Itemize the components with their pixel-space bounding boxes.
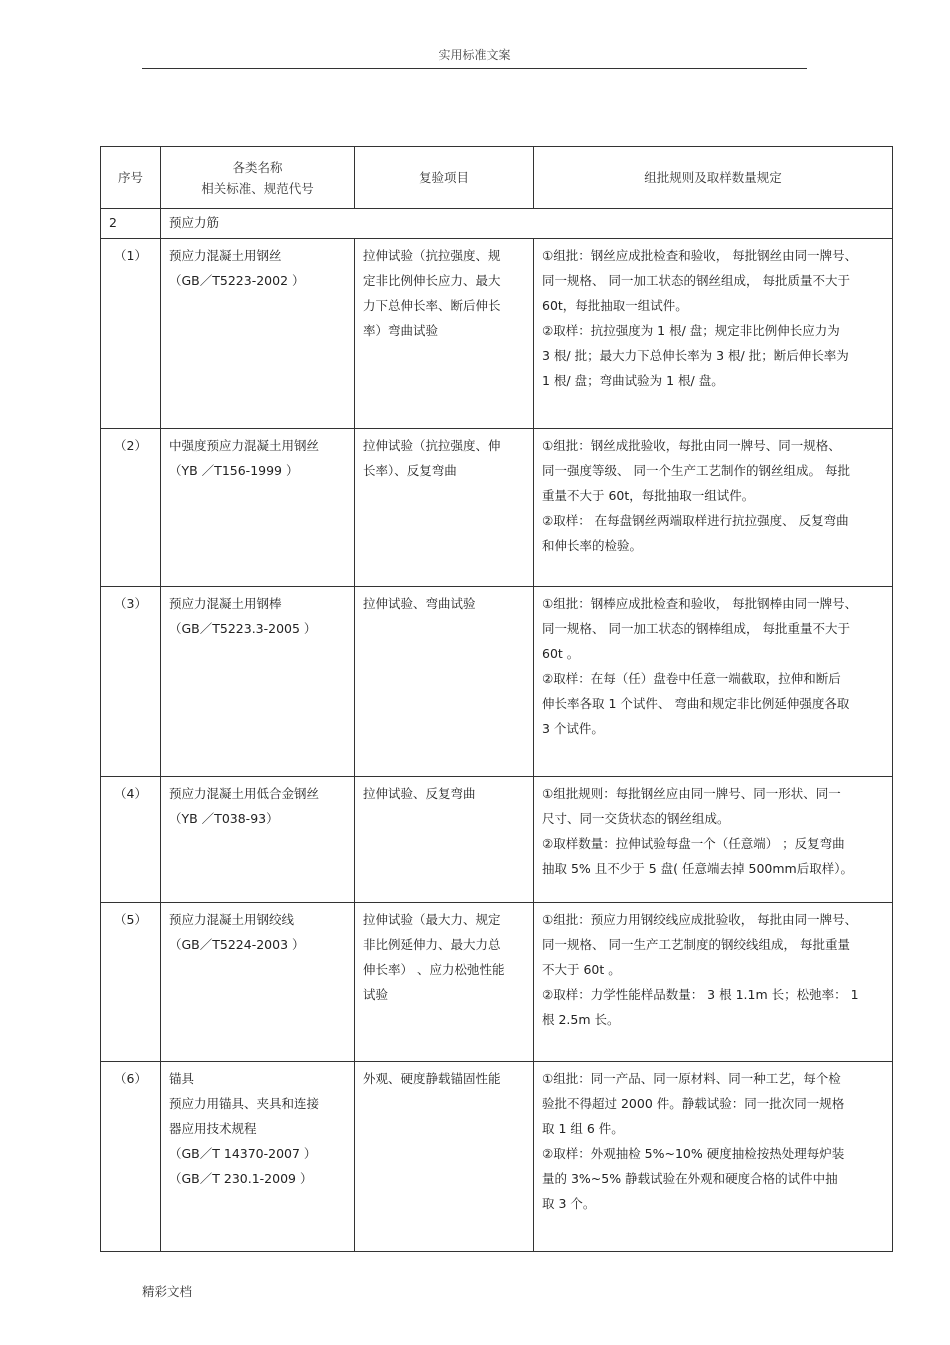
row-items-line: 外观、硬度静载锚固性能 <box>363 1071 501 1086</box>
row-name-line: 预应力用锚具、夹具和连接 <box>169 1096 320 1111</box>
row-rules-line: 根 2.5m 长。 <box>542 1012 620 1027</box>
row-items-line: 拉伸试验、弯曲试验 <box>363 596 476 611</box>
row-items <box>355 587 534 777</box>
row-rules-line: 不大于 60t 。 <box>542 962 621 977</box>
row-name-line: 预应力混凝土用钢丝 <box>169 248 282 263</box>
row-name-line: 预应力混凝土用低合金钢丝 <box>169 786 320 801</box>
table-row <box>101 429 893 587</box>
row-name-line: （GB／T 14370-2007 ） <box>169 1146 317 1161</box>
row-rules <box>534 1062 893 1252</box>
row-items-line: 拉伸试验、反复弯曲 <box>363 786 476 801</box>
row-items <box>355 1062 534 1252</box>
row-name-line: （GB／T5223.3-2005 ） <box>169 621 317 636</box>
inspection-table <box>100 146 893 1252</box>
table-row <box>101 777 893 903</box>
row-no: （6） <box>101 1062 161 1252</box>
row-name-line: 预应力混凝土用钢绞线 <box>169 912 295 927</box>
row-name-line: 锚具 <box>169 1071 195 1086</box>
row-rules-line: ②取样：抗拉强度为 1 根/ 盘；规定非比例伸长应力为 <box>542 323 840 338</box>
col-header-items: 复验项目 <box>355 147 534 209</box>
row-rules <box>534 239 893 429</box>
col-header-name-line1: 各类名称 <box>232 159 283 175</box>
row-rules-line: ②取样数量：拉伸试验每盘一个（任意端） ；反复弯曲 <box>542 836 845 851</box>
row-rules-line: ①组批：钢丝成批验收，每批由同一牌号、同一规格、 <box>542 438 841 453</box>
page-footer: 精彩文档 <box>142 1284 193 1299</box>
row-rules-line: 量的 3%~5% 静载试验在外观和硬度合格的试件中抽 <box>542 1171 838 1186</box>
row-rules-line: ①组批：钢棒应成批检查和验收， 每批钢棒由同一牌号、 <box>542 596 858 611</box>
row-rules <box>534 429 893 587</box>
row-name <box>161 429 355 587</box>
row-name-line: （GB／T5223-2002 ） <box>169 273 305 288</box>
row-items-line: 拉伸试验（抗拉强度、伸 <box>363 438 501 453</box>
row-rules <box>534 903 893 1062</box>
row-rules-line: ①组批：预应力用钢绞线应成批验收， 每批由同一牌号、 <box>542 912 858 927</box>
table-header-row <box>101 147 893 209</box>
row-rules-line: 1 根/ 盘；弯曲试验为 1 根/ 盘。 <box>542 373 724 388</box>
row-rules-line: 重量不大于 60t，每批抽取一组试件。 <box>542 488 755 503</box>
row-name <box>161 239 355 429</box>
row-rules-line: 同一规格、 同一生产工艺制度的钢绞线组成， 每批重量 <box>542 937 850 952</box>
section-row <box>101 209 893 239</box>
row-rules-line: ①组批：同一产品、同一原材料、同一种工艺，每个检 <box>542 1071 841 1086</box>
col-header-name <box>161 147 355 209</box>
row-rules-line: 尺寸、同一交货状态的钢丝组成。 <box>542 811 730 826</box>
row-items <box>355 777 534 903</box>
col-header-no: 序号 <box>101 147 161 209</box>
row-rules-line: 抽取 5% 且不少于 5 盘( 任意端去掉 500mm后取样）。 <box>542 861 853 876</box>
row-rules-line: ②取样：力学性能样品数量： 3 根 1.1m 长；松弛率： 1 <box>542 987 859 1002</box>
col-header-name-line2: 相关标准、规范代号 <box>201 180 314 196</box>
section-no: 2 <box>101 209 161 239</box>
row-items-line: 拉伸试验（最大力、规定 <box>363 912 501 927</box>
row-name-line: （GB／T5224-2003 ） <box>169 937 305 952</box>
row-no: （3） <box>101 587 161 777</box>
row-rules-line: 3 个试件。 <box>542 721 604 736</box>
row-name <box>161 1062 355 1252</box>
row-items-line: 力下总伸长率、断后伸长 <box>363 298 501 313</box>
row-items-line: 拉伸试验（抗拉强度、规 <box>363 248 501 263</box>
header-rule <box>142 68 807 69</box>
row-rules <box>534 777 893 903</box>
row-name-line: （YB ／T156-1999 ） <box>169 463 299 478</box>
row-rules-line: ①组批规则：每批钢丝应由同一牌号、同一形状、同一 <box>542 786 841 801</box>
row-no: （2） <box>101 429 161 587</box>
row-no: （4） <box>101 777 161 903</box>
row-items-line: 定非比例伸长应力、最大 <box>363 273 501 288</box>
row-rules-line: ②取样：在每（任）盘卷中任意一端截取，拉伸和断后 <box>542 671 841 686</box>
row-items <box>355 239 534 429</box>
row-no: （5） <box>101 903 161 1062</box>
row-rules-line: 同一规格、 同一加工状态的钢棒组成， 每批重量不大于 <box>542 621 850 636</box>
row-rules-line: 60t 。 <box>542 646 580 661</box>
row-rules-line: 伸长率各取 1 个试件、 弯曲和规定非比例延伸强度各取 <box>542 696 850 711</box>
col-header-rules: 组批规则及取样数量规定 <box>534 147 893 209</box>
row-name <box>161 903 355 1062</box>
row-rules-line: 同一规格、 同一加工状态的钢丝组成， 每批质量不大于 <box>542 273 850 288</box>
row-no: （1） <box>101 239 161 429</box>
row-items-line: 试验 <box>363 987 389 1002</box>
row-items-line: 率）弯曲试验 <box>363 323 439 338</box>
table-row <box>101 587 893 777</box>
row-rules-line: 取 3 个。 <box>542 1196 596 1211</box>
row-name-line: 器应用技术规程 <box>169 1121 257 1136</box>
page-header: 实用标准文案 <box>438 48 511 62</box>
row-items <box>355 903 534 1062</box>
row-name-line: 预应力混凝土用钢棒 <box>169 596 282 611</box>
table-row <box>101 903 893 1062</box>
row-name-line: 中强度预应力混凝土用钢丝 <box>169 438 320 453</box>
row-rules-line: 60t，每批抽取一组试件。 <box>542 298 688 313</box>
table-row <box>101 1062 893 1252</box>
section-title: 预应力筋 <box>161 209 893 239</box>
row-items <box>355 429 534 587</box>
table-row <box>101 239 893 429</box>
row-name <box>161 587 355 777</box>
row-rules <box>534 587 893 777</box>
row-items-line: 非比例延伸力、最大力总 <box>363 937 501 952</box>
row-rules-line: 3 根/ 批；最大力下总伸长率为 3 根/ 批；断后伸长率为 <box>542 348 849 363</box>
row-rules-line: 验批不得超过 2000 件。静载试验：同一批次同一规格 <box>542 1096 845 1111</box>
row-name-line: （YB ／T038-93） <box>169 811 279 826</box>
row-rules-line: 取 1 组 6 件。 <box>542 1121 624 1136</box>
row-rules-line: ②取样： 在每盘钢丝两端取样进行抗拉强度、 反复弯曲 <box>542 513 849 528</box>
row-rules-line: ②取样：外观抽检 5%~10% 硬度抽检按热处理每炉装 <box>542 1146 845 1161</box>
row-rules-line: 同一强度等级、 同一个生产工艺制作的钢丝组成。 每批 <box>542 463 850 478</box>
row-name <box>161 777 355 903</box>
row-items-line: 伸长率） 、应力松弛性能 <box>363 962 505 977</box>
row-rules-line: ①组批：钢丝应成批检查和验收， 每批钢丝由同一牌号、 <box>542 248 858 263</box>
row-items-line: 长率）、反复弯曲 <box>363 463 457 478</box>
row-rules-line: 和伸长率的检验。 <box>542 538 643 553</box>
row-name-line: （GB／T 230.1-2009 ） <box>169 1171 313 1186</box>
